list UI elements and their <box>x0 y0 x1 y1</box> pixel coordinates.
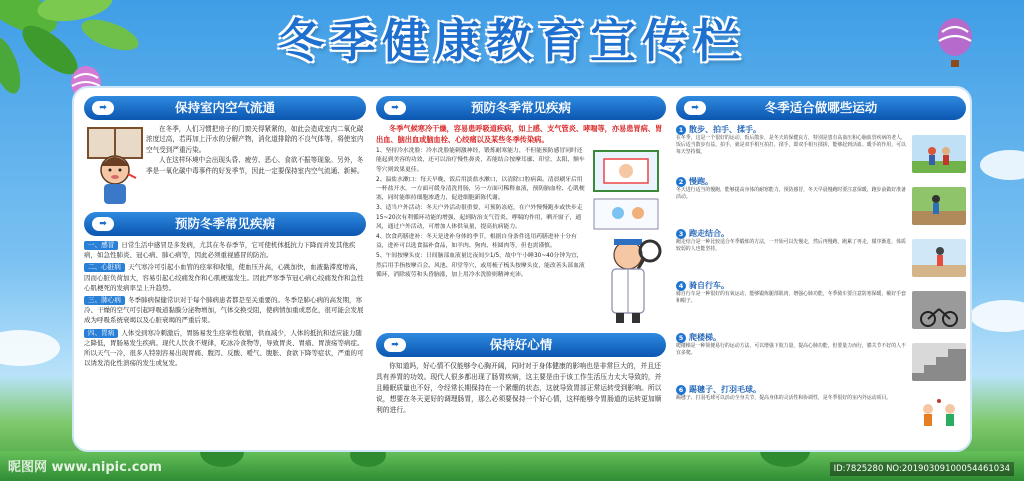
tip-item: 2、温盐水漱口：每天早晚、饭后用淡盐水漱口，以清除口腔病菌。清晨刷牙后用一杯盐开水，一方面可缓身清洗胃肠，另一方面可稀释血液，预防脑血栓、心肌梗塞，同时能维持细胞渗透力，促进细胞新陈代谢。 <box>376 176 585 202</box>
sport-item-walking <box>676 124 966 173</box>
sport-number: 2 <box>676 177 686 187</box>
bulletin-board <box>72 86 972 452</box>
tip-item: 5、午间按摩头皮：日间脑部血液量比夜间少1/5，故中午小睡30~40分钟为宜，然后用手指按摩百会、风池、印堂等穴，或用梳子梳头按摩头皮，能改善头部血液循环，消除疲劳和头昏脑涨，加上用冷水洗脸则精神充沛。 <box>376 253 585 278</box>
sport-text: 在冬季，这是一个很好的运动，饭后散步，是冬天的保健良方，特别是患有高血压和心脑血管疾病的老人，饭后适当散步有益。拍手，就是双手相互拍打，揉手，即双手相互揉搓，能够起到活血、暖手的作用，可以每天坚持做。 <box>676 135 906 156</box>
sport-number: 1 <box>676 125 686 135</box>
jogging-photo-icon <box>912 187 966 225</box>
sport-text: 踢毽子、打羽毛球可以活动全身关节，提高身体的灵活性和协调性，是冬季很好的室内外运动项目。 <box>676 395 892 401</box>
cloud-decoration <box>970 300 1024 332</box>
sport-item-shuttlecock <box>676 384 966 433</box>
cold-child-illustration-icon <box>84 124 146 208</box>
cloud-decoration <box>980 150 1024 180</box>
sport-number: 6 <box>676 385 686 395</box>
arrow-right-icon: ➡ <box>92 217 114 231</box>
section-title: 预防冬季常见疾病 <box>174 216 275 231</box>
disease-item-heart <box>84 262 366 293</box>
section-header-mood <box>376 333 666 357</box>
disease-text: 冬季肺病保健常识对于每个肺病患者都是至关重要的。冬季是肺心病的高发期，寒冷、干燥的空气可引起呼吸道黏膜分泌物增加，气体交换受阻，使病情加重或恶化，很可能会发展成为呼吸系统衰竭以及心脏衰竭的严重后果。 <box>84 296 364 325</box>
cloud-decoration <box>0 330 60 366</box>
running-photo-icon <box>912 239 966 277</box>
disease-item-lung <box>84 295 366 326</box>
section-title: 保持室内空气流通 <box>174 100 275 115</box>
tip-item: 3、适当户外活动：冬天户外活动很重要，可预防冻疮，在户外慢慢跑步或快步走15~20次有利循环功能的增强，起到防治支气管炎、哮喘的作用，晒开窗子，通风，通过户外活动，可增加人体供氧量，提高抗病能力。 <box>376 205 583 230</box>
sport-text: 爬楼梯是一种简便易行的运动方法，可以增强下肢力量，提高心肺功能，但要量力而行，膝关节不好的人不宜多爬。 <box>676 343 906 357</box>
disease-text: 人体受到寒冷刺激后，胃肠易发生痉挛性收缩，供血减少，人体的抵抗和适应能力随之降低，胃肠易发生疾病。现代人饮食不规律，吃冰冷食物等，导致胃炎、胃痛、胃溃疡等病症。所以天气一冷，很多人特别容易出现胃痛、腹泻、反酸、嗳气、腹胀、食欲下降等症状，严重的可以诱发消化性溃疡的发生或复发。 <box>84 328 364 368</box>
tips-content <box>376 147 666 327</box>
hot-air-balloon-right-icon <box>934 18 976 74</box>
disease-tag: 一、感冒 <box>84 241 118 250</box>
section-header-diseases-left <box>84 212 366 236</box>
arrow-right-icon: ➡ <box>92 101 114 115</box>
air-text <box>146 124 366 208</box>
paragraph: 人在这样环境中会出现头昏、疲劳、恶心、食欲不振等现象。另外，冬季是一氧化碳中毒事件的好发季节，因此一定要保持室内空气流通、新鲜。 <box>146 156 364 175</box>
disease-tag: 二、心脏病 <box>84 263 125 272</box>
section-title: 冬季适合做哪些运动 <box>764 100 878 115</box>
doctor-magnifier-illustration-icon <box>588 147 666 327</box>
disease-item-stomach <box>84 328 366 369</box>
sport-item-jogging <box>676 176 966 225</box>
disease-text: 天气寒冷可引起小血管的痉挛和收缩，使血压升高，心跳加快，血液黏滞度增高，因而心脏负荷加大，容易引起心绞痛发作和心肌梗塞发生。因此严寒季节冠心病心绞痛发作和急性心肌梗死的发病率呈上升趋势。 <box>84 263 364 292</box>
column-right <box>676 96 966 436</box>
sport-name: 爬楼梯。 <box>689 333 721 342</box>
arrow-right-icon: ➡ <box>684 101 706 115</box>
watermark-left: 昵图网 www.nipic.com <box>8 460 162 475</box>
air-content <box>84 124 366 208</box>
sport-item-stairs <box>676 332 966 381</box>
sport-name: 散步、拍手、揉手。 <box>689 125 761 134</box>
sport-number: 3 <box>676 229 686 239</box>
disease-tag: 三、肺心病 <box>84 296 125 305</box>
sport-name: 慢跑。 <box>689 177 713 186</box>
arrow-right-icon: ➡ <box>384 101 406 115</box>
section-header-sports <box>676 96 966 120</box>
sport-text: 骑自行车是一种很好的有氧运动，能够锻炼腿部肌肉，增强心肺功能，冬季骑车要注意防寒保暖，戴好手套和帽子。 <box>676 291 906 305</box>
section-title: 保持好心情 <box>489 337 553 353</box>
sport-name: 骑自行车。 <box>689 281 729 290</box>
tip-item: 1、坚持冷水洗脸：冷水洗脸能刺激神经，锻炼耐寒能力，不但能预防感冒同时还能起到美容的功效，还可以治疗慢性鼻炎，若能结合按摩耳廓、印堂、太阳、额车等穴则效果更佳。 <box>376 148 585 173</box>
section-header-air <box>84 96 366 120</box>
watermark-right: ID:7825280 NO:20190309100054461034 <box>830 462 1014 476</box>
cycling-photo-icon <box>912 291 966 329</box>
sport-number: 4 <box>676 281 686 291</box>
section-header-diseases-mid <box>376 96 666 120</box>
stairs-photo-icon <box>912 343 966 381</box>
page-title: 冬季健康教育宣传栏 <box>278 14 746 68</box>
sport-text: 冬天进行适当的慢跑，能够提高身体的耐寒能力，预防感冒，冬天早晨慢跑时要注意保暖，跑步前做好准备活动。 <box>676 187 906 201</box>
column-left <box>84 96 366 368</box>
arrow-right-icon: ➡ <box>384 338 406 352</box>
sport-name: 跑走结合。 <box>689 229 729 238</box>
disease-tag: 四、胃病 <box>84 329 118 338</box>
disease-item-cold <box>84 240 366 260</box>
walking-photo-icon <box>912 135 966 173</box>
sport-item-run-walk <box>676 228 966 277</box>
sport-name: 踢毽子、打羽毛球。 <box>689 385 761 394</box>
shuttlecock-kids-icon <box>912 395 966 433</box>
column-middle <box>376 96 666 416</box>
mood-text: 你知道吗，好心情不仅能够令心胸开阔，同时对于身体健康的影响也是非常巨大的，并且还具有养胃的功效。现代人很多都出现了肠胃疾病，这主要是由于该工作生活压力太大导致的，并且睡眠质量也不好，令经常长期保持在一个紧绷的状态，这就导致胃部正常运转受到影响。所以说，想要在冬天更好的调理肠胃，那么必须要保持一个好心情，这样能够令胃肠道的运转更加顺利的进行。 <box>376 362 662 415</box>
sport-item-cycling <box>676 280 966 329</box>
section-title: 预防冬季常见疾病 <box>470 100 571 115</box>
sport-number: 5 <box>676 333 686 343</box>
tips-list <box>376 147 588 327</box>
sport-text: 跑走结合是一种比较适合冬季锻炼的方法，一开始可以先慢走，然后再慢跑，跑累了再走，循序渐进，体质较弱的人也能坚持。 <box>676 239 906 253</box>
tip-item: 4、饮食药膳进补：冬天是进补身体的季节，根据自身条件选用药膳进补十分有益，进补可以选食温补食品，如羊肉、狗肉、桂圆肉等，但也需谨慎。 <box>376 234 577 250</box>
warning-text: 冬季气候寒冷干燥，容易患呼吸道疾病，如上感、支气管炎、哮喘等，亦易患胃病、胃出血、脑出血或脑血栓、心绞痛以及某些冬季传染病。 <box>376 124 663 144</box>
disease-text: 日常生活中感冒是多发病，尤其在冬春季节，它可使机体抵抗力下降而并发其他疾病，如急性肺炎、冠心病、肺心病等，因此必须重视感冒的防治。 <box>84 241 356 260</box>
paragraph: 在冬季，人们习惯把房子的门窗关得紧紧的，如此会造成室内二氧化碳浓度过高，若再加上汗水的分解产物，消化道排除的不良气体等，将使室内空气受到严重污染。 <box>146 125 364 154</box>
